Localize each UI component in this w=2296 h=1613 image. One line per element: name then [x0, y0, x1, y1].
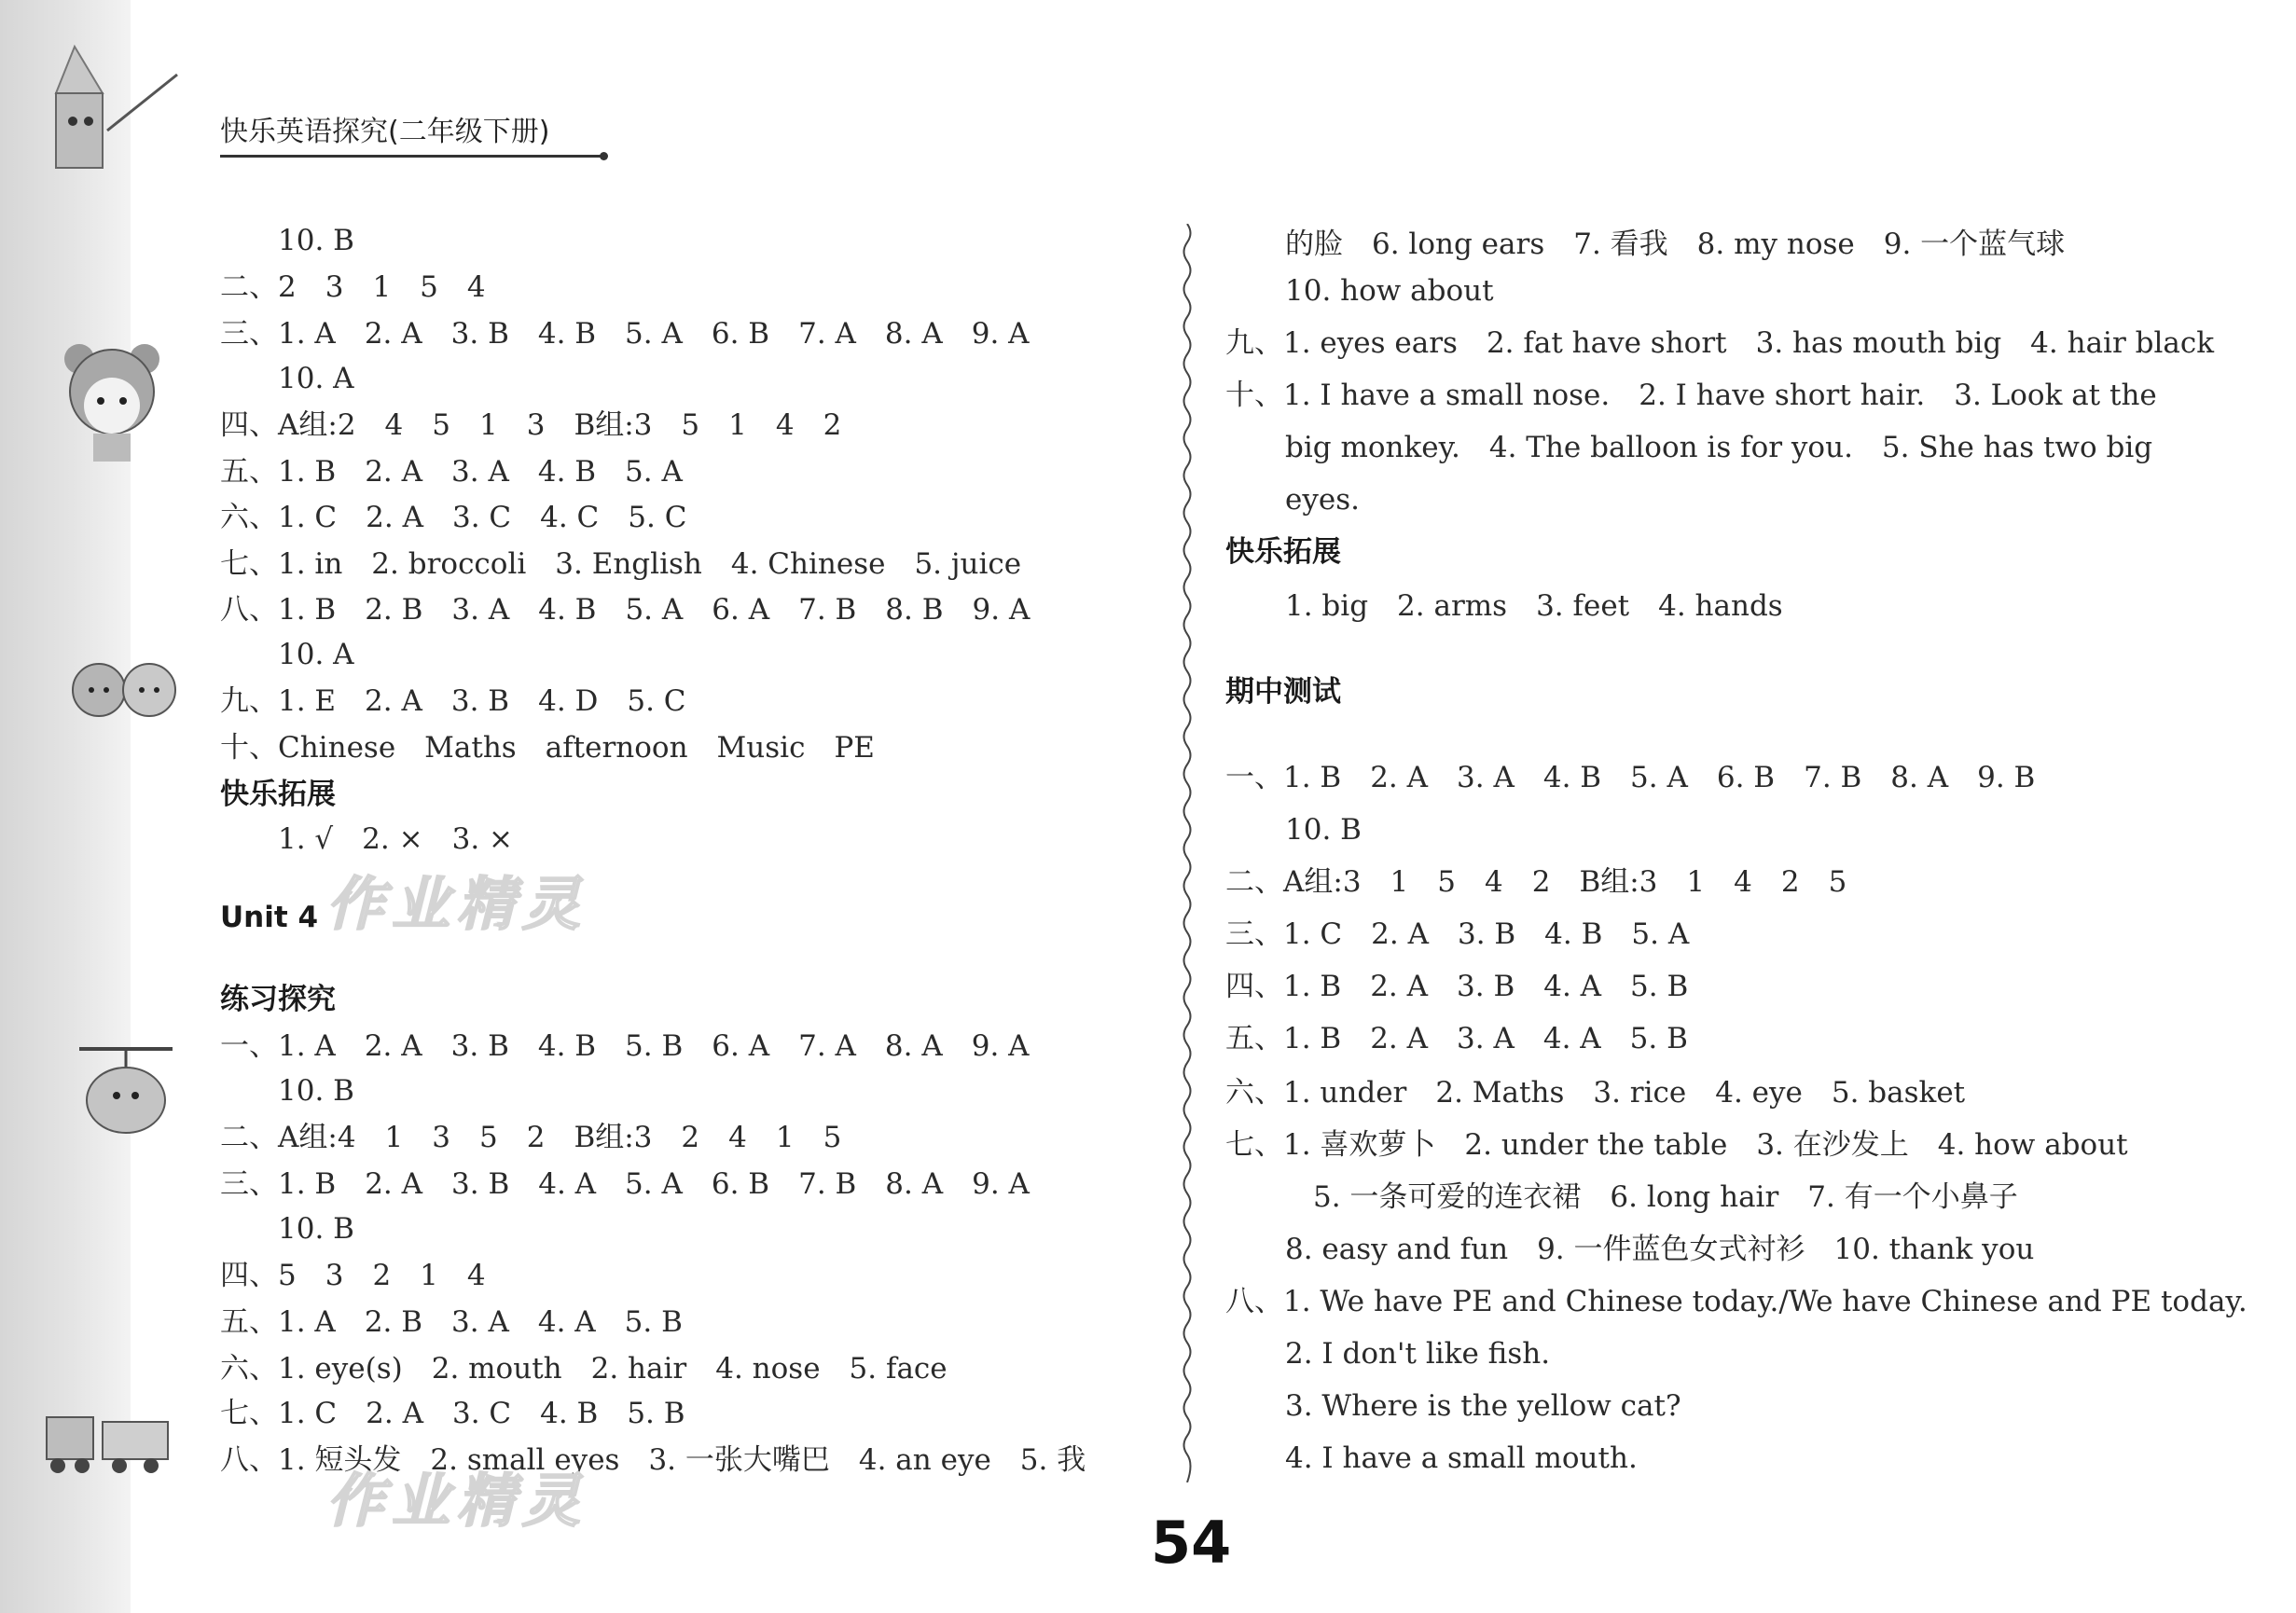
- answer-line: 三、1. C 2. A 3. B 4. B 5. A: [1225, 917, 1690, 951]
- kids-mascot-icon: [63, 653, 185, 737]
- answer-line: 的脸 6. long ears 7. 看我 8. my nose 9. 一个蓝气球: [1285, 227, 2066, 261]
- answer-line: 10. A: [278, 638, 354, 671]
- answer-line: 五、1. A 2. B 3. A 4. A 5. B: [220, 1305, 683, 1339]
- answer-line: 五、1. B 2. A 3. A 4. A 5. B: [1225, 1022, 1688, 1055]
- answer-line: 八、1. We have PE and Chinese today./We have Chinese and PE today.: [1225, 1285, 2248, 1318]
- answer-line: 四、A组:2 4 5 1 3 B组:3 5 1 4 2: [220, 408, 842, 442]
- answer-line: big monkey. 4. The balloon is for you. 5. She has two big: [1285, 431, 2153, 464]
- answer-line: 1. big 2. arms 3. feet 4. hands: [1285, 589, 1783, 623]
- answer-line: 七、1. in 2. broccoli 3. English 4. Chinese 5. juice: [220, 547, 1022, 581]
- answer-line: 8. easy and fun 9. 一件蓝色女式衬衫 10. thank you: [1285, 1233, 2035, 1266]
- pencil-mascot-icon: [37, 37, 187, 186]
- answer-line: 七、1. C 2. A 3. C 4. B 5. B: [220, 1397, 685, 1430]
- answer-line: 二、2 3 1 5 4: [220, 270, 486, 304]
- answer-line: 10. A: [278, 362, 354, 395]
- answer-line: 5. 一条可爱的连衣裙 6. long hair 7. 有一个小鼻子: [1313, 1180, 2018, 1214]
- answer-line: 一、1. B 2. A 3. A 4. B 5. A 6. B 7. B 8. A 9. B: [1225, 761, 2036, 794]
- decorative-sidebar: [0, 0, 131, 1613]
- answer-line: 2. I don't like fish.: [1285, 1337, 1551, 1371]
- answer-line: 六、1. under 2. Maths 3. rice 4. eye 5. basket: [1225, 1076, 1966, 1110]
- answer-line: 四、1. B 2. A 3. B 4. A 5. B: [1225, 970, 1689, 1003]
- watermark: 作业精灵: [326, 1467, 588, 1535]
- answer-line: 10. B: [278, 1212, 354, 1246]
- answer-line: 三、1. B 2. A 3. B 4. A 5. A 6. B 7. B 8. A 9. A: [220, 1167, 1030, 1201]
- answer-line: 10. B: [278, 1074, 354, 1108]
- answer-line: 八、1. 短头发 2. small eyes 3. 一张大嘴巴 4. an eye 5. 我: [220, 1443, 1086, 1477]
- unit-heading: Unit 4: [220, 901, 319, 934]
- answer-line: 七、1. 喜欢萝卜 2. under the table 3. 在沙发上 4. how about: [1225, 1128, 2128, 1162]
- answer-line: 1. √ 2. × 3. ×: [278, 822, 513, 856]
- answer-line: 4. I have a small mouth.: [1285, 1441, 1638, 1475]
- answer-line: 六、1. C 2. A 3. C 4. C 5. C: [220, 501, 687, 534]
- page-number: 54: [1151, 1509, 1232, 1577]
- answer-line: 二、A组:3 1 5 4 2 B组:3 1 4 2 5: [1225, 865, 1847, 899]
- section-heading: 快乐拓展: [220, 778, 336, 811]
- answer-line: 四、5 3 2 1 4: [220, 1259, 486, 1292]
- answer-line: 三、1. A 2. A 3. B 4. B 5. A 6. B 7. A 8. A 9. A: [220, 317, 1030, 351]
- watermark: 作业精灵: [326, 870, 588, 938]
- answer-line: eyes.: [1285, 483, 1360, 517]
- section-heading: 期中测试: [1225, 675, 1341, 709]
- answer-line: 一、1. A 2. A 3. B 4. B 5. B 6. A 7. A 8. A 9. A: [220, 1029, 1030, 1063]
- answer-line: 六、1. eye(s) 2. mouth 2. hair 4. nose 5. face: [220, 1352, 947, 1386]
- column-divider: [1181, 224, 1194, 1482]
- answer-line: 10. B: [278, 224, 354, 257]
- answer-line: 九、1. E 2. A 3. B 4. D 5. C: [220, 684, 686, 718]
- train-mascot-icon: [37, 1399, 177, 1482]
- bear-mascot-icon: [56, 336, 168, 466]
- answer-line: 十、1. I have a small nose. 2. I have short hair. 3. Look at the: [1225, 379, 2157, 412]
- header-rule: [220, 155, 602, 158]
- answer-line: 八、1. B 2. B 3. A 4. B 5. A 6. A 7. B 8. B 9. A: [220, 593, 1030, 627]
- section-heading: 练习探究: [220, 983, 336, 1016]
- answer-line: 二、A组:4 1 3 5 2 B组:3 2 4 1 5: [220, 1121, 842, 1154]
- answer-line: 九、1. eyes ears 2. fat have short 3. has mouth big 4. hair black: [1225, 326, 2215, 360]
- answer-line: 3. Where is the yellow cat?: [1285, 1389, 1681, 1423]
- answer-line: 10. how about: [1285, 274, 1494, 308]
- section-heading: 快乐拓展: [1225, 535, 1341, 569]
- answer-line: 十、Chinese Maths afternoon Music PE: [220, 731, 875, 765]
- helicopter-mascot-icon: [65, 1035, 187, 1147]
- page-header-title: 快乐英语探究(二年级下册): [220, 116, 550, 148]
- answer-line: 五、1. B 2. A 3. A 4. B 5. A: [220, 455, 683, 489]
- answer-line: 10. B: [1285, 813, 1362, 847]
